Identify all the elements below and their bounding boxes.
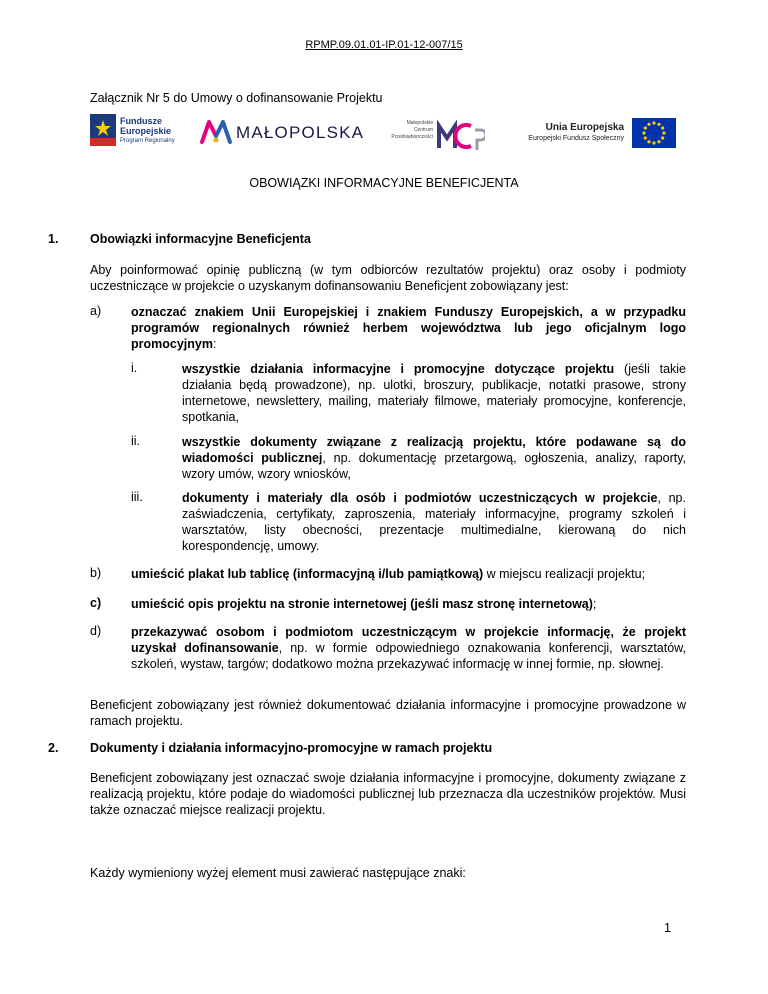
item-b-mark: b)	[90, 566, 102, 580]
sub-ii-rest: , np. dokumentację przetargową, ogłoszenia, analizy, raporty, wzory umów, wzory wniosków,	[182, 451, 686, 481]
item-d-mark: d)	[90, 624, 102, 638]
sub-ii-text	[182, 434, 686, 482]
item-c-mark: c)	[90, 596, 102, 610]
item-d-text	[131, 624, 686, 672]
item-d-rest: , np. w formie odpowiedniego oznakowania konferencji, warsztatów, szkoleń, wystaw, targów; dodatkowo można przekazywać informację w innej formie, np. słownej.	[131, 641, 686, 671]
sub-ii-bold: wszystkie dokumenty związane z realizacją projektu, które podawane są do wiadomości publicznej	[182, 435, 686, 465]
sub-iii-mark: iii.	[131, 490, 143, 504]
item-a-bold: oznaczać znakiem Unii Europejskiej i znakiem Funduszy Europejskich, a w przypadku programów regionalnych również herbem województwa lub jego oficjalnym logo promocyjnym	[131, 305, 686, 351]
item-c-rest: ;	[592, 597, 597, 611]
sub-i-text	[182, 361, 686, 425]
mcp-line2: Centrum	[413, 127, 433, 133]
mcp-line3: Przedsiębiorczości	[391, 134, 433, 140]
sub-i-bold: wszystkie działania informacyjne i promocyjne dotyczące projektu	[182, 362, 615, 376]
sub-i-mark: i.	[131, 361, 138, 375]
fe-star-icon	[90, 114, 118, 146]
item-c-bold: umieścić opis projektu na stronie internetowej (jeśli masz stronę internetową)	[131, 597, 593, 611]
item-a-mark: a)	[90, 304, 102, 318]
malopolska-m-icon	[200, 118, 232, 146]
logo-bar	[90, 110, 680, 158]
item-b-text	[131, 566, 686, 582]
section1-intro: Aby poinformować opinię publiczną (w tym odbiorców rezultatów projektu) oraz osoby i podmioty uczestniczące w projekcie o uzyskanym dofinansowaniu Beneficjent zobowiązany jest:	[90, 263, 686, 293]
fe-line2: Europejskie	[120, 126, 172, 136]
item-a-text	[131, 304, 686, 352]
item-b-rest: w miejscu realizacji projektu;	[483, 567, 646, 581]
document-title: OBOWIĄZKI INFORMACYJNE BENEFICJENTA	[249, 176, 519, 190]
sub-iii-text	[182, 490, 686, 554]
eu-flag-icon	[632, 118, 676, 148]
section1-heading: Obowiązki informacyjne Beneficjenta	[90, 232, 311, 246]
ue-line2: Europejski Fundusz Społeczny	[528, 135, 624, 142]
section2-para1: Beneficjent zobowiązany jest oznaczać swoje działania informacyjne i promocyjne, dokumenty związane z realizacją projektu, które podaje do wiadomości publicznej lub przeznacza dla uczestników projektów. Musi także oznaczać miejsce realizacji projektu.	[90, 771, 686, 817]
malopolska-wordmark: MAŁOPOLSKA	[236, 123, 365, 142]
fe-line3: Program Regionalny	[120, 138, 175, 144]
mcp-line1: Małopolskie	[406, 120, 433, 126]
mcp-emblem-icon	[437, 118, 485, 154]
section2-para2: Każdy wymieniony wyżej element musi zawierać następujące znaki:	[90, 866, 466, 880]
section2-number: 2.	[48, 741, 59, 755]
ue-line1: Unia Europejska	[545, 122, 624, 133]
mcp-logo	[387, 116, 487, 156]
document-reference: RPMP.09.01.01-IP.01-12-007/15	[305, 39, 463, 51]
sub-ii-mark: ii.	[131, 434, 141, 448]
annex-caption: Załącznik Nr 5 do Umowy o dofinansowanie Projektu	[90, 91, 383, 105]
item-c-text	[131, 596, 686, 612]
section1-number: 1.	[48, 232, 59, 246]
section1-outro: Beneficjent zobowiązany jest również dokumentować działania informacyjne i promocyjne prowadzone w ramach projektu.	[90, 698, 686, 728]
item-b-bold: umieścić plakat lub tablicę (informacyjną i/lub pamiątkową)	[131, 567, 484, 581]
item-d-bold: przekazywać osobom i podmiotom uczestniczącym w projekcie informację, że projekt uzyskał dofinansowanie	[131, 625, 686, 655]
sub-i-rest: (jeśli takie działania będą prowadzone), np. ulotki, broszury, publikacje, notatki prasowe, strony internetowe, newslettery, mailing, materiały filmowe, materiały promocyjne, konferencje, spotkania,	[182, 362, 686, 424]
fundusze-europejskie-logo	[90, 114, 190, 154]
sub-iii-bold: dokumenty i materiały dla osób i podmiotów uczestniczących w projekcie	[182, 491, 658, 505]
unia-europejska-logo	[510, 114, 680, 154]
section2-heading: Dokumenty i działania informacyjno-promocyjne w ramach projektu	[90, 741, 493, 755]
page-number: 1	[664, 921, 671, 935]
malopolska-logo	[200, 118, 370, 150]
item-a-rest: :	[212, 337, 217, 351]
fe-line1: Fundusze	[120, 116, 162, 126]
sub-iii-rest: , np. zaświadczenia, certyfikaty, zaproszenia, materiały informacyjne, programy szkoleń i warsztatów, listy obecności, prezentacje multimedialne, kierowaną do nich korespondencję, umowy.	[182, 491, 686, 553]
